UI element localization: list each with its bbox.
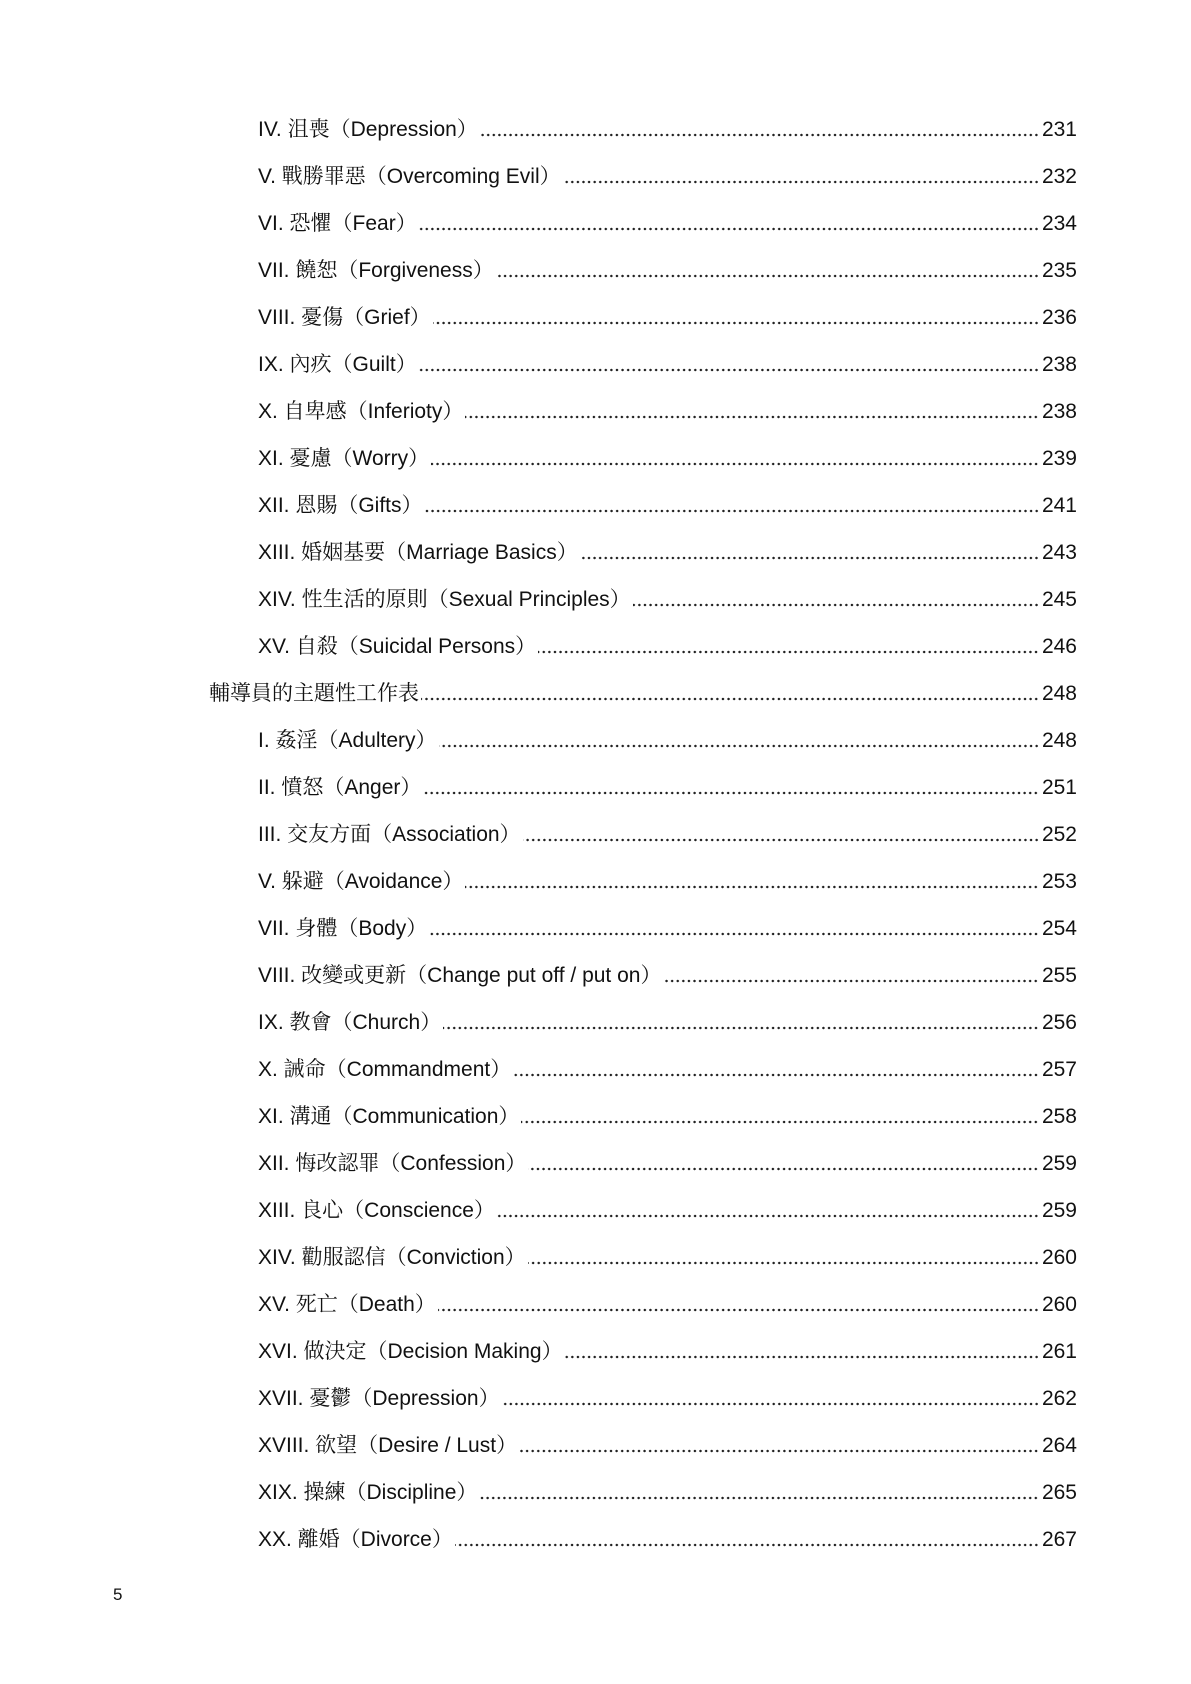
toc-entry-title: 輔導員的主題性工作表 — [209, 681, 419, 705]
toc-dot-leader — [523, 838, 1039, 842]
toc-entry[interactable] — [0, 388, 1077, 435]
toc-entry[interactable] — [0, 576, 1077, 623]
toc-entry-title: XV. 自殺（Suicidal Persons） — [258, 634, 537, 658]
toc-dot-leader — [633, 603, 1039, 607]
toc-entry-title: XIV. 性生活的原則（Sexual Principles） — [258, 587, 631, 611]
toc-entry[interactable] — [0, 858, 1077, 905]
toc-dot-leader — [513, 1073, 1039, 1077]
toc-dot-leader — [425, 509, 1039, 513]
toc-entry-title: X. 誡命（Commandment） — [258, 1057, 512, 1081]
toc-entry-title: VIII. 憂傷（Grief） — [258, 305, 431, 329]
toc-entry[interactable] — [0, 717, 1077, 764]
toc-entry-title: XI. 溝通（Communication） — [258, 1104, 520, 1128]
toc-entry-page: 234 — [1041, 211, 1077, 235]
toc-dot-leader — [497, 1214, 1039, 1218]
toc-entry-page: 256 — [1041, 1010, 1077, 1034]
toc-dot-leader — [563, 180, 1039, 184]
toc-entry-page: 254 — [1041, 916, 1077, 940]
toc-dot-leader — [502, 1402, 1039, 1406]
toc-entry-page: 231 — [1041, 117, 1077, 141]
toc-entry-page: 264 — [1041, 1433, 1077, 1457]
toc-entry-title: XII. 悔改認罪（Confession） — [258, 1151, 527, 1175]
toc-dot-leader — [538, 650, 1039, 654]
toc-entry[interactable] — [0, 999, 1077, 1046]
toc-dot-leader — [433, 321, 1039, 325]
toc-entry-page: 243 — [1041, 540, 1077, 564]
toc-entry[interactable] — [0, 811, 1077, 858]
toc-entry-page: 248 — [1041, 728, 1077, 752]
toc-entry[interactable] — [0, 1469, 1077, 1516]
toc-entry-page: 255 — [1041, 963, 1077, 987]
toc-entry[interactable] — [0, 247, 1077, 294]
toc-entry[interactable] — [0, 341, 1077, 388]
toc-entry[interactable] — [0, 294, 1077, 341]
toc-entry-page: 259 — [1041, 1151, 1077, 1175]
toc-entry-title: XIII. 良心（Conscience） — [258, 1198, 495, 1222]
toc-dot-leader — [419, 368, 1039, 372]
toc-entry-title: VI. 恐懼（Fear） — [258, 211, 417, 235]
toc-dot-leader — [580, 556, 1039, 560]
toc-entry[interactable] — [0, 623, 1077, 670]
toc-entry[interactable] — [0, 1046, 1077, 1093]
toc-entry-title: XIII. 婚姻基要（Marriage Basics） — [258, 540, 578, 564]
toc-entry-title: IX. 內疚（Guilt） — [258, 352, 417, 376]
toc-dot-leader — [419, 227, 1039, 231]
toc-entry-page: 260 — [1041, 1292, 1077, 1316]
toc-entry-page: 265 — [1041, 1480, 1077, 1504]
toc-dot-leader — [438, 1308, 1039, 1312]
toc-entry-title: VII. 身體（Body） — [258, 916, 428, 940]
toc-entry-page: 246 — [1041, 634, 1077, 658]
toc-entry[interactable] — [0, 1281, 1077, 1328]
toc-entry-title: XIX. 操練（Discipline） — [258, 1480, 478, 1504]
toc-entry[interactable] — [0, 905, 1077, 952]
toc-entry-title: VII. 饒恕（Forgiveness） — [258, 258, 494, 282]
toc-entry-title: XII. 恩賜（Gifts） — [258, 493, 423, 517]
toc-dot-leader — [528, 1167, 1039, 1171]
toc-entry[interactable] — [0, 482, 1077, 529]
toc-entry-page: 238 — [1041, 399, 1077, 423]
toc-dot-leader — [565, 1355, 1039, 1359]
toc-entry-page: 267 — [1041, 1527, 1077, 1551]
toc-entry-page: 245 — [1041, 587, 1077, 611]
toc-entry-title: I. 姦淫（Adultery） — [258, 728, 437, 752]
toc-dot-leader — [421, 697, 1039, 701]
table-of-contents — [0, 106, 1191, 1563]
toc-entry-page: 251 — [1041, 775, 1077, 799]
toc-entry[interactable] — [0, 1516, 1077, 1563]
toc-entry[interactable] — [0, 1093, 1077, 1140]
toc-entry[interactable] — [0, 435, 1077, 482]
toc-entry-page: 238 — [1041, 352, 1077, 376]
toc-dot-leader — [519, 1449, 1039, 1453]
toc-entry-page: 261 — [1041, 1339, 1077, 1363]
toc-entry-title: XI. 憂慮（Worry） — [258, 446, 430, 470]
page-number: 5 — [113, 1585, 123, 1604]
toc-entry-title: IX. 教會（Church） — [258, 1010, 442, 1034]
toc-entry-page: 252 — [1041, 822, 1077, 846]
toc-entry[interactable] — [0, 153, 1077, 200]
toc-dot-leader — [465, 885, 1039, 889]
toc-entry[interactable] — [0, 529, 1077, 576]
toc-dot-leader — [496, 274, 1039, 278]
toc-entry-title: IV. 沮喪（Depression） — [258, 117, 478, 141]
toc-entry[interactable] — [0, 1140, 1077, 1187]
toc-dot-leader — [521, 1120, 1039, 1124]
toc-entry-page: 248 — [1041, 681, 1077, 705]
toc-entry[interactable] — [0, 952, 1077, 999]
toc-dot-leader — [479, 1496, 1039, 1500]
toc-entry[interactable] — [0, 1328, 1077, 1375]
toc-entry-title: II. 憤怒（Anger） — [258, 775, 422, 799]
toc-dot-leader — [663, 979, 1039, 983]
toc-entry-title: XIV. 勸服認信（Conviction） — [258, 1245, 526, 1269]
toc-dot-leader — [465, 415, 1039, 419]
toc-entry-title: XVII. 憂鬱（Depression） — [258, 1386, 500, 1410]
toc-entry-page: 235 — [1041, 258, 1077, 282]
toc-entry-title: III. 交友方面（Association） — [258, 822, 521, 846]
toc-entry-page: 259 — [1041, 1198, 1077, 1222]
toc-dot-leader — [455, 1543, 1039, 1547]
toc-entry[interactable] — [0, 1234, 1077, 1281]
toc-entry[interactable] — [0, 764, 1077, 811]
toc-entry[interactable] — [0, 106, 1077, 153]
toc-entry-title: XV. 死亡（Death） — [258, 1292, 436, 1316]
toc-entry[interactable] — [0, 200, 1077, 247]
toc-entry-title: XVIII. 欲望（Desire / Lust） — [258, 1433, 518, 1457]
toc-entry-page: 241 — [1041, 493, 1077, 517]
toc-dot-leader — [429, 932, 1039, 936]
toc-entry-page: 236 — [1041, 305, 1077, 329]
toc-dot-leader — [443, 1026, 1039, 1030]
toc-entry-title: V. 躲避（Avoidance） — [258, 869, 464, 893]
toc-dot-leader — [528, 1261, 1039, 1265]
toc-entry-page: 258 — [1041, 1104, 1077, 1128]
toc-entry-title: XVI. 做決定（Decision Making） — [258, 1339, 563, 1363]
toc-dot-leader — [423, 791, 1039, 795]
toc-entry-title: XX. 離婚（Divorce） — [258, 1527, 453, 1551]
toc-entry-page: 260 — [1041, 1245, 1077, 1269]
toc-entry-title: X. 自卑感（Inferioty） — [258, 399, 464, 423]
toc-entry[interactable] — [0, 1422, 1077, 1469]
toc-dot-leader — [431, 462, 1039, 466]
toc-dot-leader — [480, 133, 1039, 137]
toc-section-heading[interactable] — [0, 670, 1077, 717]
toc-dot-leader — [439, 744, 1039, 748]
toc-entry-page: 262 — [1041, 1386, 1077, 1410]
toc-entry-page: 239 — [1041, 446, 1077, 470]
toc-entry-page: 257 — [1041, 1057, 1077, 1081]
toc-entry-page: 253 — [1041, 869, 1077, 893]
toc-entry-title: VIII. 改變或更新（Change put off / put on） — [258, 963, 662, 987]
toc-entry[interactable] — [0, 1375, 1077, 1422]
toc-entry-page: 232 — [1041, 164, 1077, 188]
toc-entry-title: V. 戰勝罪惡（Overcoming Evil） — [258, 164, 561, 188]
toc-entry[interactable] — [0, 1187, 1077, 1234]
